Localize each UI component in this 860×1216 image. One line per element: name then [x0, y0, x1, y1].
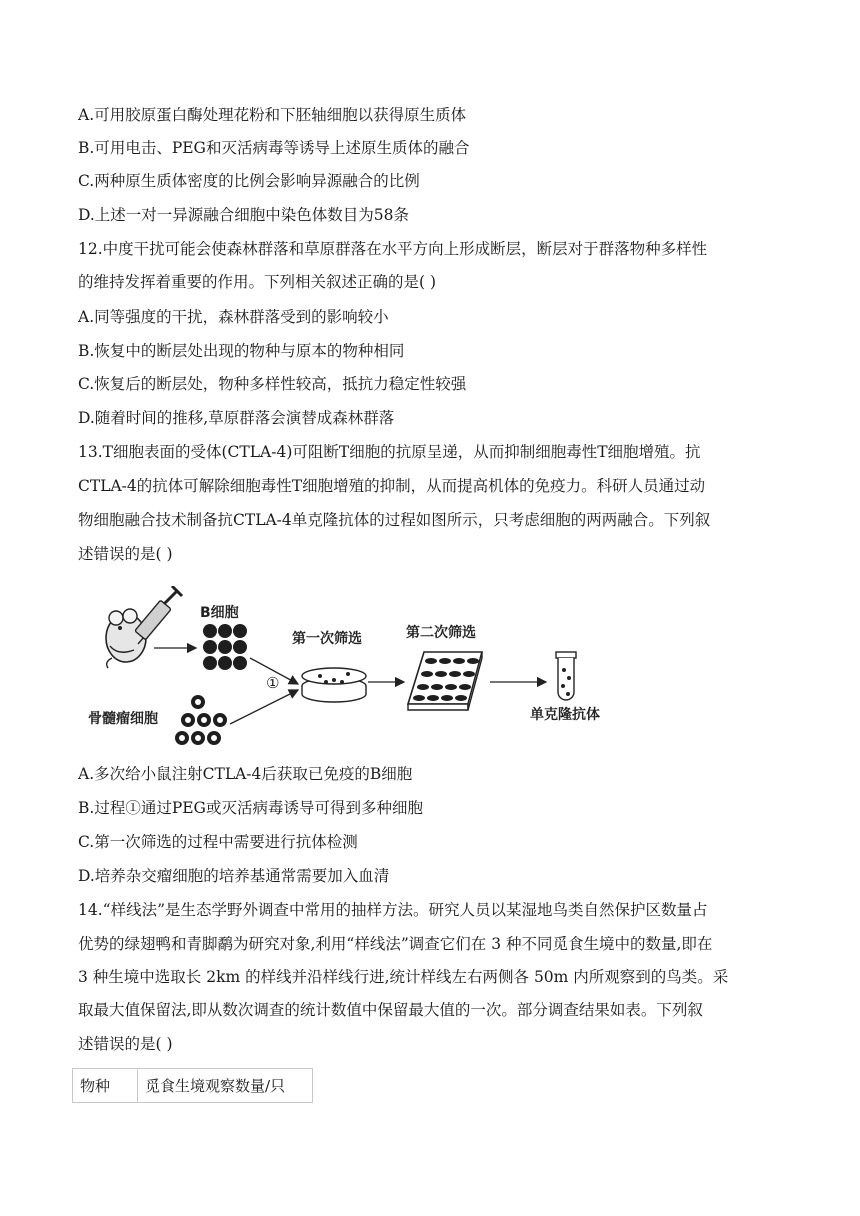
q12-stem-line-1: 12.中度干扰可能会使森林群落和草原群落在水平方向上形成断层，断层对于群落物种多样性	[78, 240, 708, 258]
q11-option-d: D.上述一对一异源融合细胞中染色体数目为58条	[78, 206, 410, 224]
q12-option-c: C.恢复后的断层处，物种多样性较高，抵抗力稳定性较强	[78, 375, 467, 393]
q13-stem-line-4: 述错误的是( )	[78, 545, 173, 563]
table-header-species: 物种	[73, 1069, 138, 1103]
monoclonal-antibody-label: 单克隆抗体	[530, 707, 600, 723]
q13-stem-line-3: 物细胞融合技术制备抗CTLA-4单克隆抗体的过程如图所示，只考虑细胞的两两融合。下列叙	[78, 511, 711, 529]
q14-stem-line-4: 取最大值保留法,即从数次调查的统计数值中保留最大值的一次。部分调查结果如表。下列叙	[78, 1001, 703, 1019]
q14-stem-line-3: 3 种生境中选取长 2km 的样线并沿样线行进,统计样线左右两侧各 50m 内所观察到的鸟类。采	[78, 968, 729, 986]
test-tube-icon	[556, 652, 576, 700]
q13-option-a: A.多次给小鼠注射CTLA-4后获取已免疫的B细胞	[78, 765, 413, 783]
q11-option-c: C.两种原生质体密度的比例会影响异源融合的比例	[78, 172, 420, 190]
table-header-row	[73, 1069, 313, 1103]
q14-stem-line-1: 14.“样线法”是生态学野外调查中常用的抽样方法。研究人员以某湿地鸟类自然保护区数量占	[78, 901, 708, 919]
q14-stem-line-5: 述错误的是( )	[78, 1035, 173, 1053]
q14-stem-line-2: 优势的绿翅鸭和青脚鹬为研究对象,利用“样线法”调查它们在 3 种不同觅食生境中的数量,即在	[78, 935, 713, 953]
table-header-count: 觅食生境观察数量/只	[138, 1069, 313, 1103]
myeloma-cell-cluster	[175, 695, 228, 746]
q12-option-a: A.同等强度的干扰，森林群落受到的影响较小	[78, 308, 389, 326]
q13-option-d: D.培养杂交瘤细胞的培养基通常需要加入血清	[78, 867, 390, 885]
q11-option-b: B.可用电击、PEG和灭活病毒等诱导上述原生质体的融合	[78, 139, 470, 157]
monoclonal-antibody-figure	[88, 586, 638, 752]
q11-option-a: A.可用胶原蛋白酶处理花粉和下胚轴细胞以获得原生质体	[78, 106, 467, 124]
second-screening-label: 第二次筛选	[406, 625, 476, 641]
q13-stem-line-1: 13.T细胞表面的受体(CTLA-4)可阻断T细胞的抗原呈递，从而抑制细胞毒性T细胞增殖。抗	[78, 443, 701, 461]
myeloma-cell-label: 骨髓瘤细胞	[88, 711, 158, 727]
mouse-icon	[106, 609, 146, 668]
petri-dish-icon	[302, 668, 366, 702]
first-screening-label: 第一次筛选	[292, 631, 362, 647]
b-cell-label: B细胞	[200, 605, 239, 621]
survey-table	[72, 1068, 313, 1103]
q13-stem-line-2: CTLA-4的抗体可解除细胞毒性T细胞增殖的抑制，从而提高机体的免疫力。科研人员通过动	[78, 477, 706, 495]
workflow-diagram	[98, 586, 638, 752]
step-one-marker: ①	[266, 674, 280, 692]
well-plate-icon	[408, 652, 482, 710]
q13-option-b: B.过程①通过PEG或灭活病毒诱导可得到多种细胞	[78, 799, 423, 817]
b-cell-cluster	[203, 624, 247, 670]
q12-option-b: B.恢复中的断层处出现的物种与原本的物种相同	[78, 342, 405, 360]
q12-stem-line-2: 的维持发挥着重要的作用。下列相关叙述正确的是( )	[78, 273, 437, 291]
syringe-icon	[135, 586, 182, 644]
q13-option-c: C.第一次筛选的过程中需要进行抗体检测	[78, 833, 358, 851]
q12-option-d: D.随着时间的推移,草原群落会演替成森林群落	[78, 409, 395, 427]
